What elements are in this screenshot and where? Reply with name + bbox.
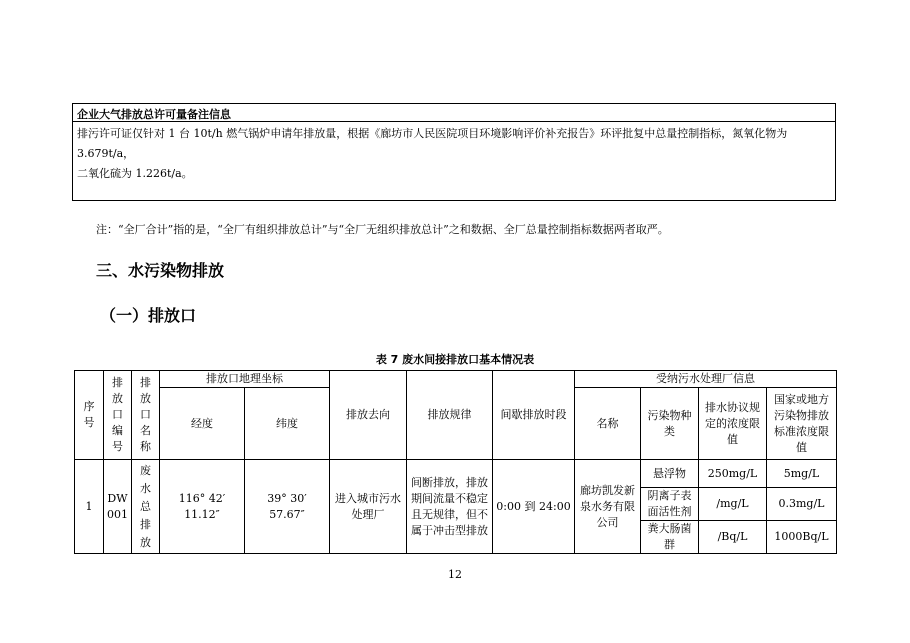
cell-agreement-limit-3: /Bq/L xyxy=(699,521,767,554)
header-plant-name: 名称 xyxy=(575,388,641,460)
cell-longitude: 116° 42′ 11.12″ xyxy=(160,460,245,554)
header-pattern: 排放规律 xyxy=(407,371,493,460)
header-geo-coordinates: 排放口地理坐标 xyxy=(160,371,330,388)
header-longitude: 经度 xyxy=(160,388,245,460)
remarks-line-1: 排污许可证仅针对 1 台 10t/h 燃气锅炉申请年排放量，根据《廊坊市人民医院项目环境影响评价补充报告》环评批复中总量控制指标，氮氧化物为 3.679t/a， xyxy=(77,127,788,160)
note-text: 注：“全厂合计”指的是，“全厂有组织排放总计”与“全厂无组织排放总计”之和数据、全厂总量控制指标数据两者取严。 xyxy=(96,223,669,236)
remarks-line-2: 二氧化硫为 1.226t/a。 xyxy=(77,167,193,180)
page-number: 12 xyxy=(448,568,462,581)
table-caption: 表 7 废水间接排放口基本情况表 xyxy=(375,353,535,366)
header-outlet-name: 排放口名称 xyxy=(132,371,160,460)
header-latitude: 纬度 xyxy=(245,388,330,460)
remarks-box-title: 企业大气排放总许可量备注信息 xyxy=(77,108,231,121)
cell-standard-limit-2: 0.3mg/L xyxy=(767,488,837,521)
header-plant-info: 受纳污水处理厂信息 xyxy=(575,371,837,388)
header-agreement-limit: 排水协议规定的浓度限值 xyxy=(699,388,767,460)
remarks-box-body xyxy=(77,124,831,184)
cell-pollutant-type-2: 阴离子表面活性剂 xyxy=(641,488,699,521)
cell-pollutant-type-3: 粪大肠菌群 xyxy=(641,521,699,554)
header-standard-limit: 国家或地方污染物排放标准浓度限值 xyxy=(767,388,837,460)
cell-latitude: 39° 30′ 57.67″ xyxy=(245,460,330,554)
outlet-table xyxy=(74,370,837,554)
cell-pollutant-type-1: 悬浮物 xyxy=(641,460,699,488)
cell-agreement-limit-1: 250mg/L xyxy=(699,460,767,488)
cell-intermittent-period: 0:00 到 24:00 xyxy=(493,460,575,554)
cell-standard-limit-1: 5mg/L xyxy=(767,460,837,488)
cell-standard-limit-3: 1000Bq/L xyxy=(767,521,837,554)
subsection-title: （一）排放口 xyxy=(100,306,197,325)
cell-outlet-name: 废水总排放 xyxy=(132,460,160,554)
header-outlet-code: 排放口编号 xyxy=(104,371,132,460)
cell-outlet-code: DW001 xyxy=(104,460,132,554)
cell-agreement-limit-2: /mg/L xyxy=(699,488,767,521)
cell-seq: 1 xyxy=(75,460,104,554)
remarks-box-divider xyxy=(73,121,835,122)
cell-plant-name: 廊坊凯发新泉水务有限公司 xyxy=(575,460,641,554)
header-pollutant-type: 污染物种类 xyxy=(641,388,699,460)
section-title: 三、水污染物排放 xyxy=(96,261,225,280)
header-intermittent-period: 间歇排放时段 xyxy=(493,371,575,460)
cell-destination: 进入城市污水处理厂 xyxy=(330,460,407,554)
cell-pattern: 间断排放，排放期间流量不稳定且无规律，但不属于冲击型排放 xyxy=(407,460,493,554)
remarks-box xyxy=(72,103,836,201)
header-seq: 序号 xyxy=(75,371,104,460)
header-destination: 排放去向 xyxy=(330,371,407,460)
